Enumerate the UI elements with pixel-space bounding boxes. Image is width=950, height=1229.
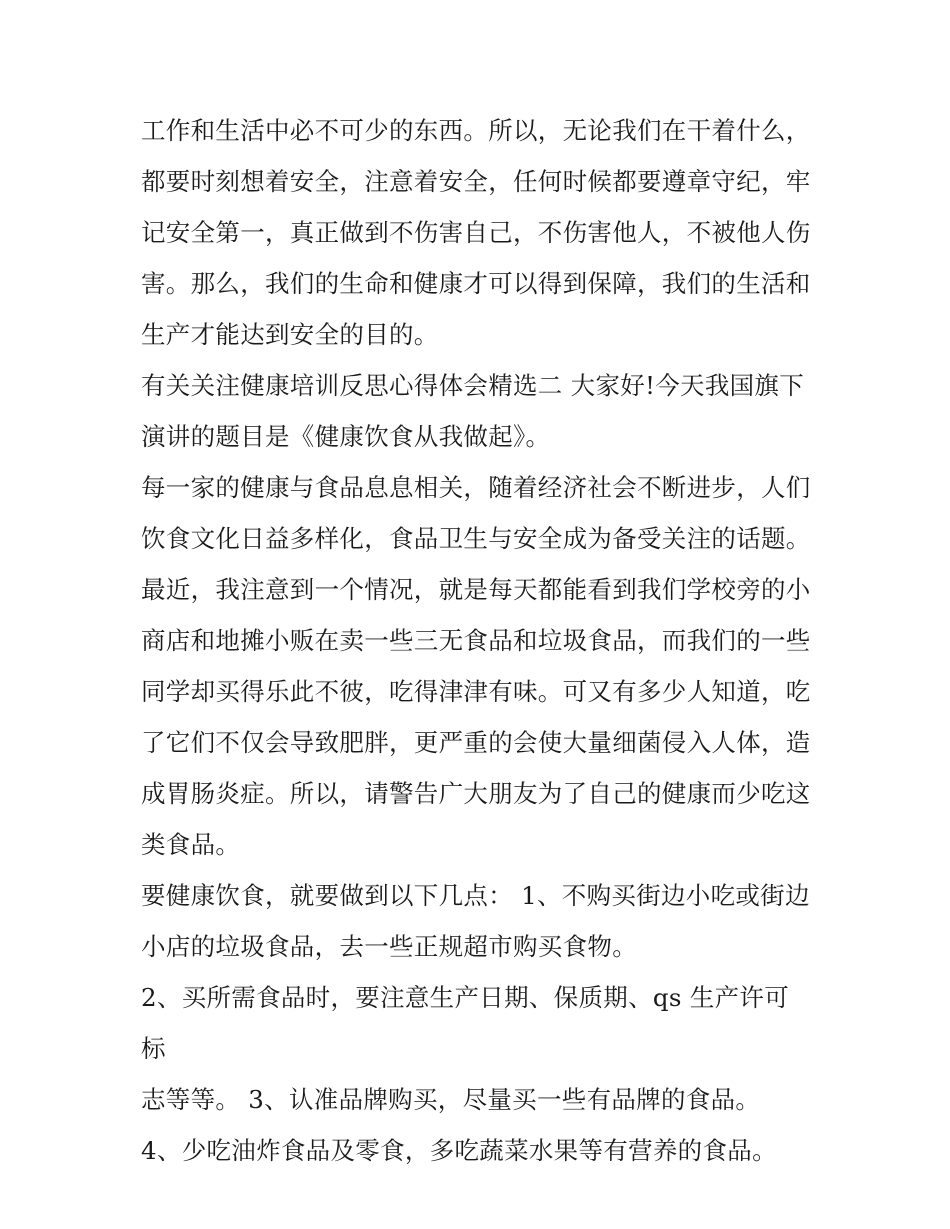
text-line: 最近，我注意到一个情况，就是每天都能看到我们学校旁的小 [141,575,811,604]
paragraph-food-health [141,462,813,870]
text-line: 工作和生活中必不可少的东西。所以，无论我们在干着什么， [141,116,811,145]
text-line: 演讲的题目是《健康饮食从我做起》。 [141,422,551,451]
text-line: 记安全第一，真正做到不伤害自己，不伤害他人，不被他人伤 [141,218,811,247]
paragraph-safety [141,105,813,360]
text-line: 商店和地摊小贩在卖一些三无食品和垃圾食品，而我们的一些 [141,626,811,655]
text-line: 志等等。 3、认准品牌购买，尽量买一些有品牌的食品。 [141,1085,761,1114]
paragraph-tip-1 [141,870,813,972]
text-line: 有关关注健康培训反思心得体会精选二 大家好!今天我国旗下 [141,371,805,400]
text-line: 2、买所需食品时，要注意生产日期、保质期、qs 生产许可标 [141,983,790,1063]
text-line: 害。那么，我们的生命和健康才可以得到保障，我们的生活和 [141,269,811,298]
paragraph-speech-intro [141,360,813,462]
text-line: 都要时刻想着安全，注意着安全，任何时候都要遵章守纪，牢 [141,167,811,196]
text-line: 同学却买得乐此不彼，吃得津津有味。可又有多少人知道，吃 [141,677,811,706]
text-line: 饮食文化日益多样化，食品卫生与安全成为备受关注的话题。 [141,524,811,553]
text-line: 每一家的健康与食品息息相关，随着经济社会不断进步，人们 [141,473,811,502]
paragraph-tip-2-3 [141,972,813,1125]
text-line: 生产才能达到安全的目的。 [141,320,439,349]
text-line: 成胃肠炎症。所以，请警告广大朋友为了自己的健康而少吃这 [141,779,811,808]
text-line: 要健康饮食，就要做到以下几点： 1、不购买街边小吃或街边 [141,881,810,910]
document-body [141,105,813,1176]
text-line: 了它们不仅会导致肥胖，更严重的会使大量细菌侵入人体，造 [141,728,811,757]
text-line: 小店的垃圾食品，去一些正规超市购买食物。 [141,932,637,961]
text-line: 4、少吃油炸食品及零食，多吃蔬菜水果等有营养的食品。 [141,1136,777,1165]
paragraph-tip-4 [141,1125,813,1176]
text-line: 类食品。 [141,830,241,859]
